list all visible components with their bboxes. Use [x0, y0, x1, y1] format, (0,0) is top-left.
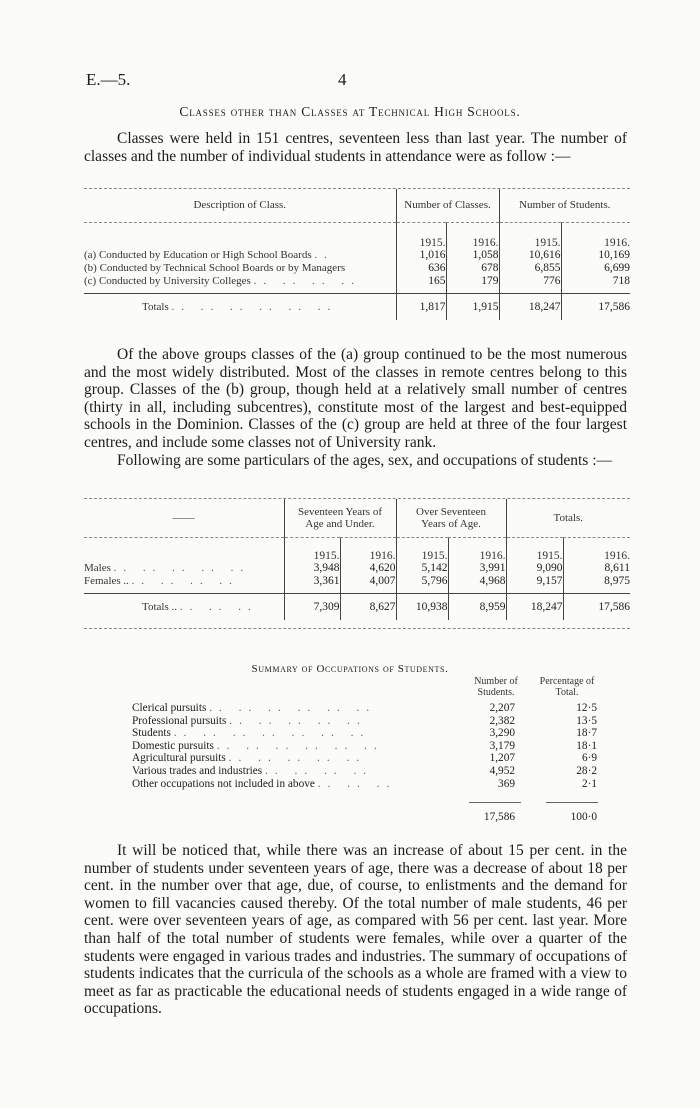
- percentage: 18·1: [576, 739, 597, 752]
- cell: 1,058: [446, 249, 499, 262]
- totals-label: Totals ..: [142, 601, 177, 613]
- list-item: Students .. .. .. .. .. .. .. 3,290 18·7: [132, 727, 597, 740]
- percentage: 13·5: [576, 714, 597, 727]
- closing-paragraph: It will be noticed that, while there was an increase of about 15 per cent. in the number of students under seventeen years of age, there was a decrease of about 18 per cent. in the number over that age, due, of course, to enlistments and the demand for women to fill vacancies caused thereby. Of the total number of male students, 46 per cent. were over seventeen years of age, as compared with 56 per cent. last year. More than half of the total number of students were females, while over a quarter of the students were engaged in various trades and industries. The summary of occupations of students indicates that the curricula of the schools as a whole are framed with a view to meet as far as practicable the educational needs of students engaged in a wide range of occupations.: [84, 842, 627, 1018]
- year: 1915.: [284, 550, 340, 562]
- list-item: Other occupations not included in above .. .. .. 369 2·1: [132, 777, 597, 790]
- cell: 6,699: [561, 262, 630, 275]
- year: 1915.: [396, 550, 448, 562]
- year: 1915.: [506, 550, 563, 562]
- year: 1915.: [396, 237, 446, 249]
- total-students: 17,586: [483, 811, 515, 823]
- table-row: [84, 262, 630, 275]
- year: 1916.: [448, 550, 506, 562]
- cell: 3,361: [284, 575, 340, 588]
- occupation-label: Professional pursuits: [132, 714, 227, 727]
- occupation-label: Domestic pursuits: [132, 739, 214, 752]
- table-row: (a) Conducted by Education or High School Boards .. 1,016 1,058 10,616 10,169: [84, 248, 630, 261]
- page-number: 4: [338, 70, 347, 89]
- totals-row: Totals .. .. .. .. 7,309 8,627 10,938 8,959 18,247 17,586: [84, 594, 630, 620]
- students-count: 4,952: [489, 764, 515, 777]
- year: 1915.: [499, 237, 561, 249]
- row-label: (c) Conducted by University Colleges: [84, 274, 251, 287]
- year: 1916.: [340, 550, 396, 562]
- col-students: Number of Students.: [499, 189, 630, 222]
- cell: 10,938: [396, 594, 448, 620]
- page-reference: E.—5.: [86, 70, 131, 89]
- percentage: 12·5: [576, 702, 597, 714]
- row-label: (b) Conducted by Technical School Boards or by Managers: [84, 261, 346, 274]
- cell: 8,975: [563, 575, 630, 588]
- cell: 4,968: [448, 575, 506, 588]
- cell: 17,586: [561, 294, 630, 320]
- table-row: Females .. .. .. .. .. 3,361 4,007 5,796 4,968 9,157 8,975: [84, 574, 630, 587]
- list-item: Clerical pursuits .. .. .. .. .. .. 2,207 12·5: [132, 702, 597, 714]
- row-label: Males: [84, 561, 111, 574]
- cell: 18,247: [506, 594, 563, 620]
- cell: 10,616: [499, 249, 561, 262]
- row-label: (a) Conducted by Education or High School Boards: [84, 248, 312, 261]
- cell: 17,586: [563, 594, 630, 620]
- cell: 9,157: [506, 575, 563, 588]
- percentage: 6·9: [581, 752, 597, 765]
- year: 1916.: [446, 237, 499, 249]
- students-count: 3,290: [489, 727, 515, 740]
- year: 1916.: [561, 237, 630, 249]
- total-rule: [469, 802, 521, 803]
- cell: 4,007: [340, 575, 396, 588]
- table-rule: [84, 628, 630, 629]
- row-label: Females ..: [84, 574, 129, 587]
- occupation-label: Other occupations not included in above: [132, 777, 315, 790]
- cell: 718: [561, 275, 630, 288]
- list-item: Domestic pursuits .. .. .. .. .. .. 3,179 18·1: [132, 739, 597, 752]
- total-percentage: 100·0: [570, 811, 597, 823]
- cell: 636: [396, 262, 446, 275]
- occupation-label: Clerical pursuits: [132, 702, 207, 714]
- cell: 18,247: [499, 294, 561, 320]
- cell: 7,309: [284, 594, 340, 620]
- section-title: Classes other than Classes at Technical High Schools.: [179, 104, 521, 119]
- cell: 165: [396, 275, 446, 288]
- intro-paragraph: Classes were held in 151 centres, seventeen less than last year. The number of classes and the number of individual students in attendance were as follow :—: [84, 130, 627, 165]
- total-rule: [546, 802, 598, 803]
- cell: 776: [499, 275, 561, 288]
- cell: 8,627: [340, 594, 396, 620]
- students-count: 2,382: [489, 714, 515, 727]
- percentage: 18·7: [576, 727, 597, 740]
- students-count: 2,207: [489, 702, 515, 714]
- particulars-paragraph: Following are some particulars of the ages, sex, and occupations of students :—: [117, 452, 613, 469]
- col-percentage: Percentage of Total.: [539, 676, 595, 698]
- cell: 8,611: [563, 562, 630, 575]
- col-number-students: Number of Students.: [474, 676, 518, 698]
- percentage: 2·1: [581, 777, 597, 790]
- cell: 1,915: [446, 294, 499, 320]
- cell: 1,817: [396, 294, 446, 320]
- cell: 1,016: [396, 249, 446, 262]
- classes-table: [84, 188, 630, 320]
- col-classes: Number of Classes.: [396, 189, 499, 222]
- students-count: 1,207: [489, 752, 515, 765]
- cell: 5,142: [396, 562, 448, 575]
- summary-list: [132, 702, 597, 790]
- summary-title: Summary of Occupations of Students.: [251, 663, 449, 675]
- cell: 3,948: [284, 562, 340, 575]
- totals-row: Totals .. .. .. .. .. .. 1,817 1,915 18,247 17,586: [84, 294, 630, 320]
- cell: 5,796: [396, 575, 448, 588]
- table-row: Males .. .. .. .. .. 3,948 4,620 5,142 3,991 9,090 8,611: [84, 561, 630, 574]
- totals-label: Totals: [142, 301, 169, 313]
- groups-paragraph: Of the above groups classes of the (a) group continued to be the most numerous and the most widely distributed. Most of the classes in remote centres belong to this group. Classes of the (b) group, though held at a relatively small number of centres (thirty in all, including subcentres), constitute most of the largest and best-equipped schools in the Dominion. Classes of the (c) group are held at three of the four largest centres, and include some classes not of University rank.: [84, 346, 627, 451]
- cell: 179: [446, 275, 499, 288]
- list-item: Professional pursuits .. .. .. .. .. 2,382 13·5: [132, 714, 597, 727]
- list-item: Various trades and industries .. .. .. .. 4,952 28·2: [132, 764, 597, 777]
- ages-table: [84, 498, 630, 629]
- list-item: Agricultural pursuits .. .. .. .. .. 1,207 6·9: [132, 752, 597, 765]
- cell: 8,959: [448, 594, 506, 620]
- cell: 10,169: [561, 249, 630, 262]
- table-row: (c) Conducted by University Colleges .. .. .. .. 165 179 776 718: [84, 274, 630, 287]
- col-under-seventeen: Seventeen Years of Age and Under.: [284, 499, 396, 537]
- occupation-label: Agricultural pursuits: [132, 752, 226, 765]
- occupation-label: Various trades and industries: [132, 764, 263, 777]
- occupation-label: Students: [132, 727, 171, 740]
- cell: 9,090: [506, 562, 563, 575]
- col-totals: Totals.: [506, 499, 630, 537]
- col-over-seventeen: Over Seventeen Years of Age.: [396, 499, 506, 537]
- cell: 6,855: [499, 262, 561, 275]
- cell: 3,991: [448, 562, 506, 575]
- year: 1916.: [563, 550, 630, 562]
- students-count: 369: [498, 777, 515, 790]
- students-count: 3,179: [489, 739, 515, 752]
- cell: 678: [446, 262, 499, 275]
- percentage: 28·2: [576, 764, 597, 777]
- col-description: Description of Class.: [193, 199, 287, 212]
- col-blank: ——: [172, 511, 195, 524]
- cell: 4,620: [340, 562, 396, 575]
